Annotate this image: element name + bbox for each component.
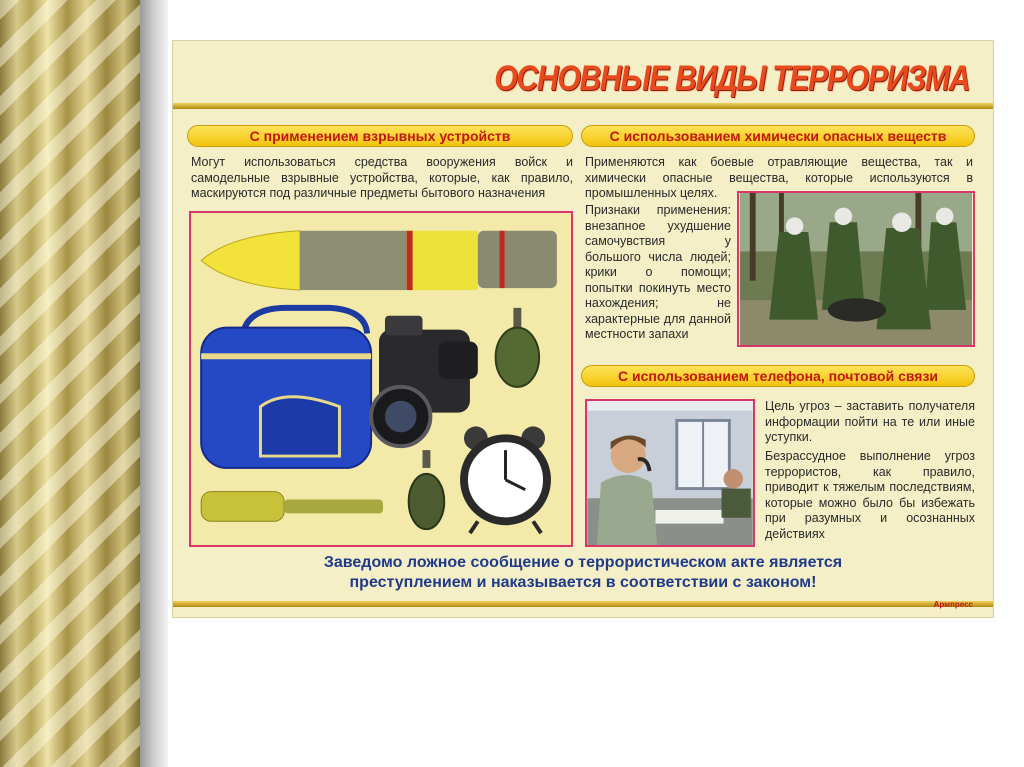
column-shadow	[140, 0, 168, 767]
text-phone: Цель угроз – заставить получателя информации пойти на те или иные уступки.	[765, 399, 975, 444]
chemical-attack-photo	[737, 191, 975, 347]
heading-chemical: С использованием химически опасных веществ	[581, 125, 975, 147]
man-on-phone-illustration	[587, 401, 753, 545]
text-chemical: Применяются как боевые отравляющие вещества, так и химически опасные вещества, которые используются в промышленных целях.	[585, 155, 973, 200]
publisher-logo: Армпресс	[933, 600, 973, 609]
footer-warning	[173, 553, 993, 593]
poster-title: ОСНОВНЫЕ ВИДЫ ТЕРРОРИЗМА	[494, 59, 969, 98]
text-phone-consequences: Безрассудное выполнение угроз террористов, как правило, приводит к тяжелым последствиям, которые можно было бы избежать при разумных и осознанных действиях	[765, 449, 975, 541]
shell-icon	[201, 231, 557, 290]
bottom-divider	[173, 601, 993, 607]
text-explosive: Могут использоваться средства вооружения войск и самодельные взрывные устройства, которые, как правило, маскируются под различные предметы бытового назначения	[191, 155, 573, 200]
phone-call-photo	[585, 399, 755, 547]
heading-explosive: С применением взрывных устройств	[187, 125, 573, 147]
explosive-items-illustration	[191, 213, 571, 545]
footer-line-2: преступлением и наказывается в соответствии с законом!	[349, 574, 817, 591]
heading-phone: С использованием телефона, почтовой связи	[581, 365, 975, 387]
terrorism-poster	[172, 40, 994, 618]
decorative-gold-column	[0, 0, 140, 767]
soldiers-gas-masks-illustration	[739, 193, 973, 345]
explosive-items-photo	[189, 211, 573, 547]
bag-icon	[201, 308, 371, 468]
top-divider	[173, 103, 993, 109]
footer-line-1: Заведомо ложное сообщение о террористическом акте является	[323, 554, 843, 571]
text-chemical-signs: Признаки применения: внезапное ухудшение самочувствия у большого числа людей; крики о помощи; попытки покинуть место нахождения; не характерные для данной местности запахи	[585, 203, 731, 341]
